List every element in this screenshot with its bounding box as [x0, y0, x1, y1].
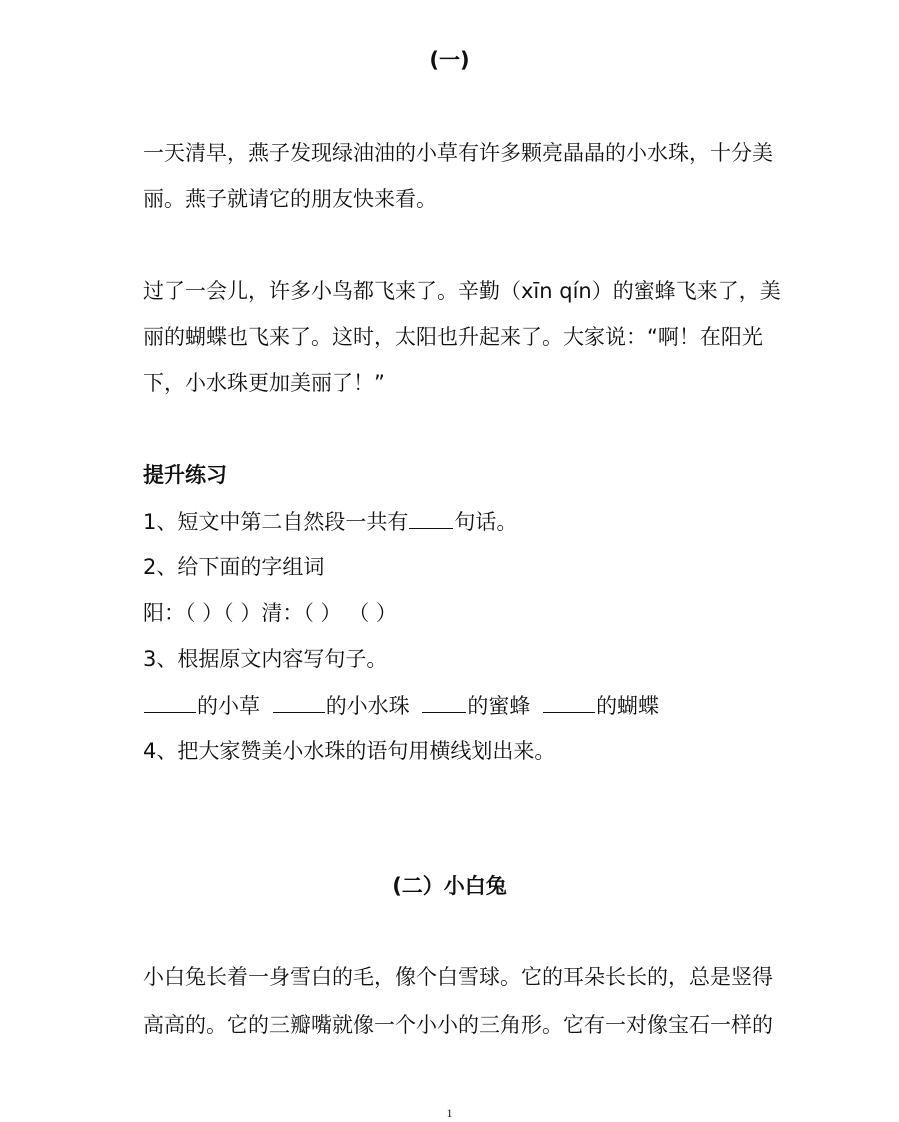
question-2-words: 阳：（ ）（ ）清：（ ） （ ）	[143, 601, 397, 625]
paragraph-1-line-2: 丽。燕子就请它的朋友快来看。	[143, 187, 437, 211]
section-1-title: (一)	[429, 48, 470, 72]
page-number: 1	[446, 1106, 453, 1120]
item-3: 的蜜蜂	[467, 694, 531, 718]
blank-1	[144, 690, 196, 713]
section-2-line-1: 小白兔长着一身雪白的毛，像个白雪球。它的耳朵长长的，总是竖得	[143, 965, 773, 989]
paragraph-1-line-1: 一天清早，燕子发现绿油油的小草有许多颗亮晶晶的小水珠，十分美	[143, 141, 773, 165]
item-1: 的小草	[197, 694, 260, 718]
question-1-blank	[409, 506, 453, 529]
question-4: 4、把大家赞美小水珠的语句用横线划出来。	[143, 739, 556, 763]
question-1-prefix: 1、短文中第二自然段一共有	[143, 510, 409, 534]
paragraph-2-line-1: 过了一会儿，许多小鸟都飞来了。辛勤（xīn qín）的蜜蜂飞来了，美	[143, 279, 781, 303]
paragraph-2-line-3: 下，小水珠更加美丽了！”	[143, 371, 385, 395]
question-3: 3、根据原文内容写句子。	[143, 647, 388, 671]
paragraph-2-line-2: 丽的蝴蝶也飞来了。这时，太阳也升起来了。大家说：“啊！在阳光	[143, 325, 763, 349]
blank-4	[543, 690, 595, 713]
section-2-title: (二）小白兔	[392, 874, 507, 898]
question-1-suffix: 句话。	[454, 510, 518, 534]
item-2: 的小水珠	[325, 694, 410, 718]
question-1	[143, 506, 517, 537]
question-3-items	[143, 690, 659, 721]
section-2-line-2: 高高的。它的三瓣嘴就像一个小小的三角形。它有一对像宝石一样的	[143, 1013, 773, 1037]
exercise-heading: 提升练习	[143, 463, 227, 487]
question-2: 2、给下面的字组词	[143, 555, 325, 579]
blank-2	[273, 690, 325, 713]
blank-3	[422, 690, 466, 713]
item-4: 的蝴蝶	[596, 694, 660, 718]
